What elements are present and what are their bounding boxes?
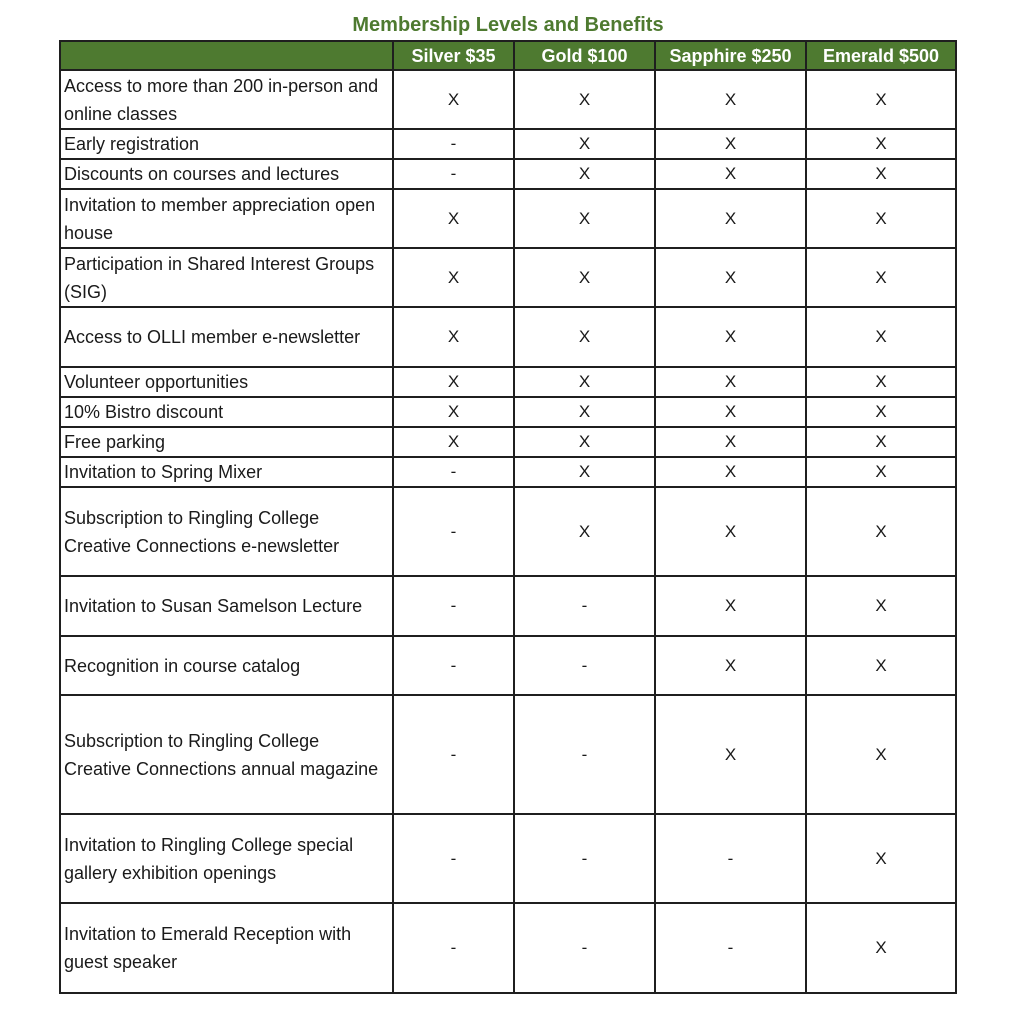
column-header-gold: Gold $100 <box>514 41 655 70</box>
column-header-silver: Silver $35 <box>393 41 514 70</box>
benefit-label: Subscription to Ringling College Creative Connections e-newsletter <box>60 487 393 576</box>
table-row <box>60 695 956 814</box>
benefit-mark-sapphire: X <box>655 576 806 636</box>
benefit-mark-silver: - <box>393 903 514 993</box>
benefit-mark-silver: - <box>393 487 514 576</box>
benefit-mark-gold: - <box>514 814 655 903</box>
benefit-label: Access to OLLI member e-newsletter <box>60 307 393 367</box>
benefit-mark-gold: X <box>514 248 655 307</box>
benefit-mark-gold: X <box>514 397 655 427</box>
table-row <box>60 397 956 427</box>
benefit-label: Invitation to Ringling College special gallery exhibition openings <box>60 814 393 903</box>
benefit-label: Volunteer opportunities <box>60 367 393 397</box>
benefit-mark-sapphire: - <box>655 903 806 993</box>
benefit-mark-silver: X <box>393 397 514 427</box>
table-row <box>60 159 956 189</box>
benefit-mark-sapphire: X <box>655 397 806 427</box>
benefit-mark-emerald: X <box>806 397 956 427</box>
benefit-mark-silver: X <box>393 427 514 457</box>
benefit-mark-emerald: X <box>806 307 956 367</box>
benefit-mark-gold: - <box>514 903 655 993</box>
benefit-mark-gold: - <box>514 695 655 814</box>
benefit-mark-silver: X <box>393 248 514 307</box>
benefit-mark-silver: - <box>393 159 514 189</box>
table-row <box>60 457 956 487</box>
benefit-label: Invitation to Spring Mixer <box>60 457 393 487</box>
benefit-mark-sapphire: X <box>655 159 806 189</box>
benefit-mark-emerald: X <box>806 636 956 695</box>
benefit-mark-silver: - <box>393 129 514 159</box>
benefit-mark-sapphire: X <box>655 367 806 397</box>
benefit-mark-silver: - <box>393 695 514 814</box>
benefit-mark-sapphire: X <box>655 307 806 367</box>
table-row <box>60 129 956 159</box>
benefit-mark-emerald: X <box>806 457 956 487</box>
benefit-mark-emerald: X <box>806 814 956 903</box>
benefit-mark-silver: - <box>393 636 514 695</box>
header-row <box>60 41 956 70</box>
benefit-mark-emerald: X <box>806 576 956 636</box>
benefit-mark-emerald: X <box>806 189 956 248</box>
column-header-sapphire: Sapphire $250 <box>655 41 806 70</box>
benefit-mark-sapphire: X <box>655 189 806 248</box>
benefit-label: Free parking <box>60 427 393 457</box>
benefit-mark-gold: X <box>514 70 655 129</box>
benefit-mark-sapphire: X <box>655 70 806 129</box>
benefit-mark-gold: X <box>514 367 655 397</box>
benefit-mark-emerald: X <box>806 487 956 576</box>
benefit-mark-gold: X <box>514 189 655 248</box>
benefit-label: Early registration <box>60 129 393 159</box>
table-row <box>60 576 956 636</box>
benefit-mark-silver: - <box>393 814 514 903</box>
table-row <box>60 903 956 993</box>
column-header-emerald: Emerald $500 <box>806 41 956 70</box>
table-row <box>60 814 956 903</box>
benefit-mark-sapphire: - <box>655 814 806 903</box>
benefit-mark-sapphire: X <box>655 636 806 695</box>
benefit-mark-emerald: X <box>806 427 956 457</box>
benefit-mark-silver: X <box>393 307 514 367</box>
benefit-mark-gold: X <box>514 307 655 367</box>
header-corner-cell <box>60 41 393 70</box>
benefit-mark-gold: X <box>514 129 655 159</box>
table-row <box>60 307 956 367</box>
benefit-label: Invitation to member appreciation open house <box>60 189 393 248</box>
membership-benefits-table <box>59 40 957 994</box>
table-row <box>60 248 956 307</box>
benefit-mark-emerald: X <box>806 129 956 159</box>
benefit-mark-silver: X <box>393 189 514 248</box>
table-row <box>60 636 956 695</box>
benefit-mark-emerald: X <box>806 367 956 397</box>
benefit-mark-sapphire: X <box>655 457 806 487</box>
benefit-label: Subscription to Ringling College Creative Connections annual magazine <box>60 695 393 814</box>
benefit-mark-silver: X <box>393 70 514 129</box>
benefit-mark-emerald: X <box>806 70 956 129</box>
benefit-mark-gold: X <box>514 427 655 457</box>
benefit-mark-gold: X <box>514 159 655 189</box>
benefit-mark-gold: - <box>514 636 655 695</box>
table-row <box>60 427 956 457</box>
benefit-mark-sapphire: X <box>655 129 806 159</box>
benefit-label: Discounts on courses and lectures <box>60 159 393 189</box>
benefit-mark-gold: - <box>514 576 655 636</box>
benefit-mark-silver: X <box>393 367 514 397</box>
table-row <box>60 189 956 248</box>
table-row <box>60 70 956 129</box>
benefit-mark-silver: - <box>393 576 514 636</box>
benefit-mark-gold: X <box>514 457 655 487</box>
benefit-mark-emerald: X <box>806 248 956 307</box>
benefit-label: Participation in Shared Interest Groups (SIG) <box>60 248 393 307</box>
benefit-label: Access to more than 200 in-person and online classes <box>60 70 393 129</box>
page-title: Membership Levels and Benefits <box>352 14 664 36</box>
benefit-mark-gold: X <box>514 487 655 576</box>
benefit-label: 10% Bistro discount <box>60 397 393 427</box>
table-row <box>60 487 956 576</box>
benefit-mark-sapphire: X <box>655 248 806 307</box>
benefit-label: Recognition in course catalog <box>60 636 393 695</box>
benefit-label: Invitation to Emerald Reception with guest speaker <box>60 903 393 993</box>
benefit-mark-silver: - <box>393 457 514 487</box>
benefit-mark-emerald: X <box>806 695 956 814</box>
benefit-mark-sapphire: X <box>655 487 806 576</box>
benefit-mark-emerald: X <box>806 903 956 993</box>
benefit-mark-sapphire: X <box>655 427 806 457</box>
benefit-label: Invitation to Susan Samelson Lecture <box>60 576 393 636</box>
benefit-mark-emerald: X <box>806 159 956 189</box>
benefit-mark-sapphire: X <box>655 695 806 814</box>
table-row <box>60 367 956 397</box>
